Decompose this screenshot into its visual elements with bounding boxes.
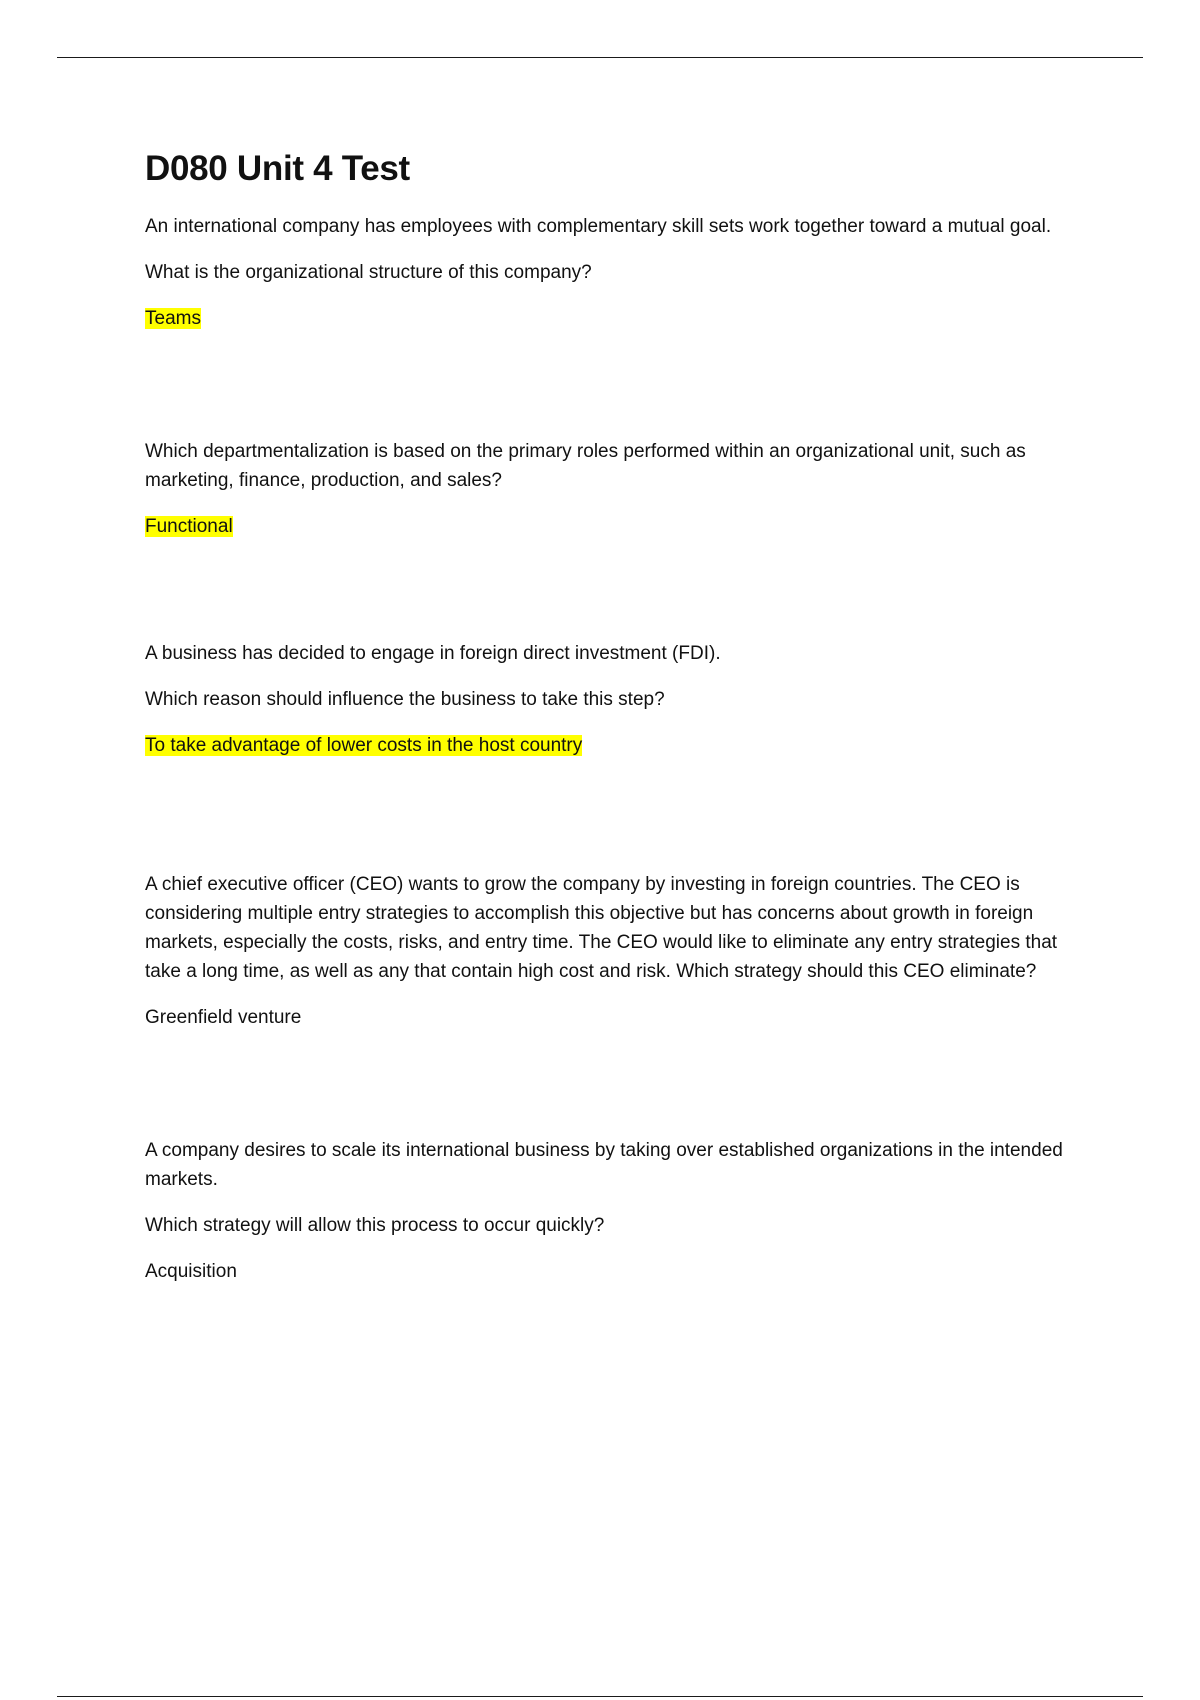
answer-text: Greenfield venture	[145, 1007, 302, 1028]
question-prompt: A company desires to scale its international business by taking over established organizations in the intended markets.	[145, 1140, 1063, 1190]
answer-highlight: Functional	[145, 516, 233, 537]
document-title: D080 Unit 4 Test	[145, 149, 410, 188]
spacer	[145, 541, 1085, 639]
spacer	[145, 333, 1085, 437]
answer-text	[145, 512, 1085, 541]
answer-text	[145, 304, 1085, 333]
answer-text: Acquisition	[145, 1261, 237, 1282]
question-block-1	[145, 212, 1085, 333]
question-block-4	[145, 870, 1085, 1032]
question-block-3	[145, 639, 1085, 760]
spacer	[145, 1032, 1085, 1136]
header-rule	[57, 57, 1143, 58]
question-prompt: A business has decided to engage in foreign direct investment (FDI).	[145, 643, 721, 664]
question-prompt: An international company has employees with complementary skill sets work together toward a mutual goal.	[145, 216, 1052, 237]
question-text: Which strategy will allow this process to occur quickly?	[145, 1215, 605, 1236]
footer-rule	[57, 1696, 1143, 1697]
question-block-5	[145, 1136, 1085, 1286]
document-body	[145, 148, 1085, 1286]
answer-highlight: Teams	[145, 308, 201, 329]
question-prompt: A chief executive officer (CEO) wants to grow the company by investing in foreign countries. The CEO is considering multiple entry strategies to accomplish this objective but has concerns about growth in foreign markets, especially the costs, risks, and entry time. The CEO would like to eliminate any entry strategies that take a long time, as well as any that contain high cost and risk. Which strategy should this CEO eliminate?	[145, 874, 1058, 982]
answer-text	[145, 731, 1085, 760]
question-text: What is the organizational structure of this company?	[145, 262, 592, 283]
spacer	[145, 760, 1085, 870]
question-block-2	[145, 437, 1085, 541]
question-text: Which reason should influence the business to take this step?	[145, 689, 665, 710]
question-prompt: Which departmentalization is based on the primary roles performed within an organizational unit, such as marketing, finance, production, and sales?	[145, 441, 1026, 491]
answer-highlight: To take advantage of lower costs in the host country	[145, 735, 583, 756]
